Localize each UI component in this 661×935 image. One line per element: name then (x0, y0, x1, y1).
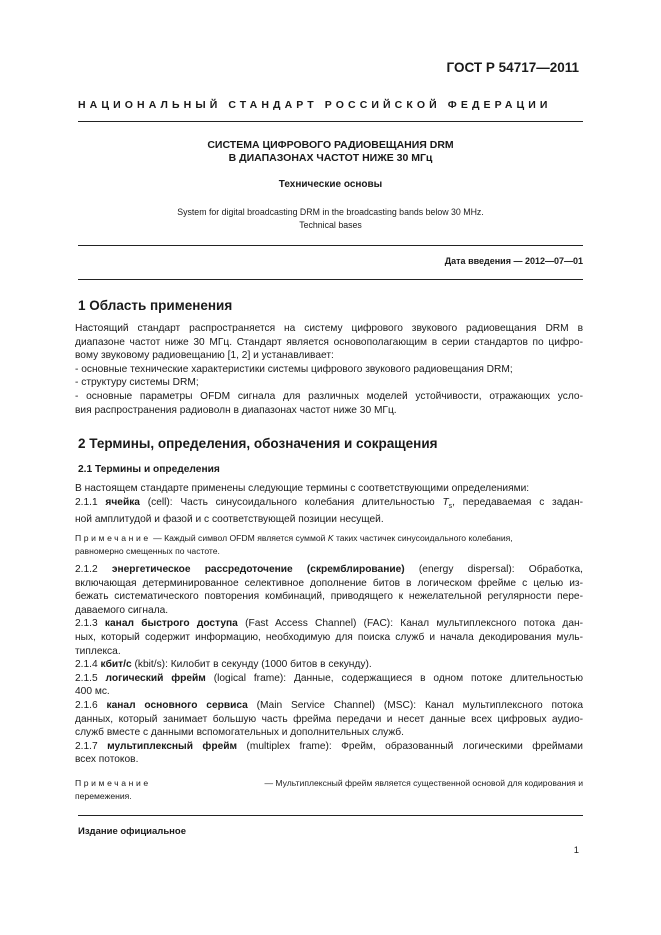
english-title-line-2: Technical bases (299, 220, 362, 230)
document-title (78, 139, 583, 165)
term-2-1-2-line: включающая детерминированное селективное дополнение битов в логическом фрейме с целью из- (75, 577, 583, 589)
edition-label: Издание официальное (78, 826, 186, 837)
section-2-body (75, 482, 583, 527)
section-1-line-1: Настоящий стандарт распространяется на систему цифрового звукового радиовещания DRM в (75, 323, 583, 334)
note-2: Примечание — Мультиплексный фрейм является существенной основой для кодирования и перемежения. (75, 778, 583, 801)
section-1-line-3: вому звуковому радиовещанию [1, 2] и устанавливает: (75, 350, 334, 362)
term-2-1-5: 2.1.5 логический фрейм (logical frame): Данные, содержащиеся в одном потоке длительностью (75, 672, 583, 684)
list-item: - структуру системы DRM; (75, 377, 199, 389)
term-2-1-5-last: 400 мс. (75, 686, 110, 698)
header-rule (78, 121, 583, 122)
term-2-1-2-last: даваемого сигнала. (75, 604, 169, 616)
document-subtitle: Технические основы (278, 179, 383, 190)
terms-continued (75, 563, 583, 767)
term-2-1-1-continuation: ной амплитудой и фазой и с соответствующей позиции несущей. (75, 514, 384, 526)
term-2-1-4: 2.1.4 кбит/с (kbit/s): Килобит в секунду (1000 битов в секунду). (75, 659, 372, 671)
term-2-1-1: 2.1.1 ячейка (cell): Часть синусоидального колебания длительностью $T_s$, передаваемая с задан- (75, 496, 583, 510)
page-number: 1 (573, 845, 579, 856)
term-name: канал основного сервиса (106, 699, 248, 711)
term-2-1-2-line: бежать систематического повторения комбинаций, приводящего к нежелательной регулярности пере- (75, 591, 583, 603)
section-2-heading: 2 Термины, определения, обозначения и сокращения (78, 436, 438, 451)
section-1-heading: 1 Область применения (78, 298, 233, 313)
terms-intro: В настоящем стандарте применены следующие термины с соответствующими определениями: (75, 483, 530, 494)
term-name: энергетическое рассредоточение (скремблирование) (111, 564, 405, 575)
note-2-continuation: перемежения. (75, 791, 132, 801)
term-name: канал быстрого доступа (104, 618, 238, 630)
introduction-date: Дата введения — 2012—07—01 (444, 256, 583, 266)
list-item: - основные параметры OFDM сигнала для различных моделей устойчивости, отражающих усло- (75, 390, 583, 402)
term-2-1-3-last: типлекса. (75, 645, 121, 657)
english-title-line-1: System for digital broadcasting DRM in the broadcasting bands below 30 MHz. (177, 207, 484, 217)
term-2-1-3: 2.1.3 канал быстрого доступа (Fast Access Channel) (FAC): Канал мультиплексного потока дан- (75, 618, 584, 630)
term-name: ячейка (105, 496, 140, 508)
term-2-1-6-line: данных, который занимает большую часть фрейма передачи и несет данные всех цифровых аудио- (75, 713, 583, 725)
term-2-1-6-last: служб вместе с данными вспомогательных и дополнительных служб. (75, 727, 404, 739)
standard-number: ГОСТ Р 54717—2011 (446, 60, 579, 75)
term-2-1-7-last: всех потоков. (75, 754, 139, 766)
section-1-body (75, 322, 583, 417)
term-2-1-7: 2.1.7 мультиплексный фрейм (multiplex frame): Фрейм, образованный логическими фреймами (75, 740, 583, 752)
title-rule (78, 245, 583, 246)
note-label: Примечание (75, 778, 151, 788)
date-rule (78, 279, 583, 280)
section-1-line-2: диапазоне частот ниже 30 МГц. Стандарт является основополагающим в серии стандартов по цифро- (75, 336, 583, 348)
term-2-1-2: 2.1.2 энергетическое рассредоточение (скремблирование) (energy dispersal): Обработка, (75, 564, 583, 575)
term-2-1-3-line: ных, который содержит информацию, необходимую для поиска служб и начала декодирования муль- (75, 631, 583, 643)
term-name: мультиплексный фрейм (107, 740, 238, 752)
footer-rule (78, 815, 583, 816)
term-name: логический фрейм (105, 672, 206, 684)
title-line-2: В ДИАПАЗОНАХ ЧАСТОТ НИЖЕ 30 МГц (228, 152, 433, 164)
list-item-continuation: вия распространения радиоволн в диапазонах частот ниже 30 МГц. (75, 404, 397, 416)
term-name: кбит/с (100, 659, 132, 671)
note-label: Примечание (75, 533, 151, 543)
title-line-1: СИСТЕМА ЦИФРОВОГО РАДИОВЕЩАНИЯ DRM (207, 139, 454, 151)
list-item: - основные технические характеристики системы цифрового звукового радиовещания DRM; (75, 363, 513, 375)
note-1: Примечание — Каждый символ OFDM является суммой K таких частичек синусоидального колебания, равномерно смещенных по частоте. (75, 532, 583, 558)
note-1-continuation: равномерно смещенных по частоте. (75, 546, 220, 556)
national-standard-title: НАЦИОНАЛЬНЫЙ СТАНДАРТ РОССИЙСКОЙ ФЕДЕРАЦИИ (78, 99, 552, 111)
term-2-1-6: 2.1.6 канал основного сервиса (Main Service Channel) (MSC): Канал мультиплексного потока (75, 699, 583, 711)
english-title (78, 206, 583, 232)
subsection-2-1-heading: 2.1 Термины и определения (78, 464, 220, 475)
